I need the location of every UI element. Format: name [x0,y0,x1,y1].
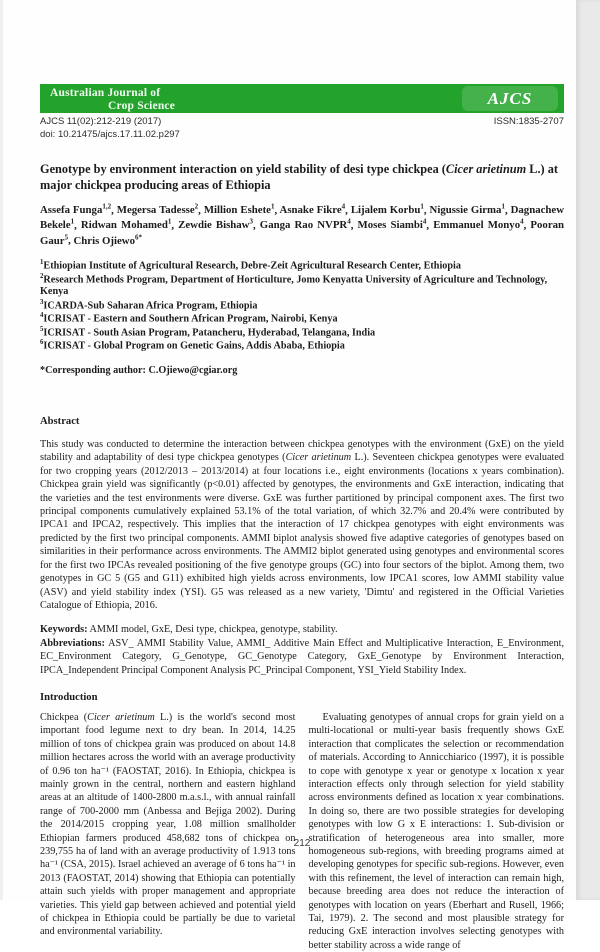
abstract-segment: L.). Seventeen chickpea genotypes were evaluated for two cropping years (2012/2013 – 2013/2014) at four locations i.e., eight environments (locations x years combination). Chickpea grain yield was significantly (p<0.01) affected by genotypes, the environments and GxE interaction, indicating that the varieties and the test environments were diverse. GxE was further partitioned by principal component axes. The first two principal components cumulatively explained 53.1% of the total variation, of which 32.7% and 20.4% were contributed by IPCA1 and IPCA2, respectively. This implies that the interaction of 17 chickpea genotypes with eight environments was predicted by the first two principal components. AMMI biplot analysis showed five adaptive categories of genotypes based on similarities in their performance across environments. The AMMI2 biplot generated using genotypes and environmental scores for the first two IPCAs revealed positioning of the five genotype groups (GC) into four sectors of the biplot. Among them, two genotypes in GC 5 (G5 and G11) exhibited high yields across environments, low IPCA1 scores, low AMMI stability value (ASV) and yield stability index (YSI). G5 was released as a new variety, 'Dimtu' and registered in the Official Varieties Catalogue of Ethiopia, 2016. [40,452,564,611]
author-name: Moses Siambi$^4$ [357,217,427,232]
affiliation-line: $^1$Ethiopian Institute of Agricultural Research, Debre-Zeit Agricultural Research Center, Ethiopia [40,259,461,272]
author-name: Zewdie Bishaw$^3$ [178,217,253,232]
author-affiliation-sup: 4 [422,217,427,226]
affiliation-line: $^4$ICRISAT - Eastern and Southern African Program, Nairobi, Kenya [40,312,338,325]
intro-species-italic: Cicer arietinum [87,711,155,723]
title-segment: Genotype by environment interaction on yield stability of desi type chickpea ( [40,161,446,176]
affiliation-sup: 3 [40,298,44,306]
author-affiliation-sup: 3 [249,217,253,226]
scan-edge-left [0,0,3,900]
affiliation-sup: 5 [40,325,44,333]
author-affiliation-sup: 6* [134,232,142,241]
citation-row [40,116,564,142]
author-name: Asnake Fikre$^4$ [279,202,346,217]
journal-name-line1: Australian Journal of [50,87,161,99]
intro-segment: L.) is the world's second most important food legume next to dry bean. In 2014, 14.25 million of tons of chickpea grain was produced on about 14.8 million hectares across the world with an average productivity of 0.96 ton ha⁻¹ (FAOSTAT, 2016). In Ethiopia, chickpea is mainly grown in the central, northern and eastern highland areas at an altitude of 1400-2800 m.a.s.l., with annual rainfall range of 700-2000 mm (Anbessa and Bejiga 2002). During the 2014/2015 cropping year, 1.08 million smallholder Ethiopian farmers produced 458,682 tons of chickpea on 239,755 ha of land with an average productivity of 1.913 tons ha⁻¹ (CSA, 2015). Israel achieved an average of 6 tons ha⁻¹ in 2013 (FAOSTAT, 2014) showing that Ethiopia can potentially attain such yields with proper management and appropriate varieties. This yield gap between achieved and potential yield of chickpea in Ethiopia could be partially be due to varietal and environmental variability. [40,711,296,938]
author-name: Lijalem Korbu$^1$ [350,202,424,217]
abstract-segment: This study was conducted to determine the interaction between chickpea genotypes with the environment (GxE) on the yield stability and adaptability of desi type chickpea genotypes ( [40,439,564,464]
affiliation-line: $^6$ICRISAT - Global Program on Genetic Gains, Addis Ababa, Ethiopia [40,339,345,352]
journal-name-line2: Crop Science [108,99,176,112]
title-segment: L.) at major chickpea producing areas of Ethiopia [40,161,558,192]
article-title [40,162,564,194]
author-affiliation-sup: 2 [194,202,199,211]
author-affiliation-sup: 1 [501,202,505,211]
author-name: Chris Ojiewo$^{6*}$ [73,232,142,247]
abstract-species-italic: Cicer arietinum [285,452,352,464]
author-affiliation-sup: 1 [420,202,424,211]
affiliation-sup: 2 [40,272,44,280]
abbreviations-text: ASV_ AMMI Stability Value, AMMI_ Additive Main Effect and Multiplicative Interaction, E_Environment, EC_Environment Category, G_Genotype, GC_Genotype Category, GxE_Genotype by Environment Interaction, IPCA_Independent Principal Component Analysis PC_Principal Component, YSI_Yield Stability Index. [40,637,564,676]
citation-block [40,116,180,142]
author-affiliation-sup: 1 [70,217,75,226]
author-name: Dagnachew Bekele$^1$ [40,204,564,232]
affiliation-sup: 1 [40,259,44,267]
author-name: Million Eshete$^1$ [203,202,275,217]
author-affiliation-sup: 1 [167,217,172,226]
keywords-label: Keywords: [40,624,88,636]
author-name: Pooran Gaur$^5$ [40,219,565,247]
author-affiliation-sup: 1,2 [102,202,112,211]
author-affiliation-sup: 5 [64,232,69,241]
issn-line: ISSN:1835-2707 [493,116,564,127]
intro-left-paragraph [40,711,296,939]
abbreviations-line [40,637,564,677]
author-name: Emmanuel Monyo$^4$ [433,217,524,232]
introduction-heading: Introduction [40,691,98,703]
author-name: Megersa Tadesse$^2$ [116,202,199,217]
author-affiliation-sup: 1 [270,202,275,211]
author-name: Ganga Rao NVPR$^4$ [259,217,351,232]
corresponding-author-line: *Corresponding author: C.Ojiewo@cgiar.org [40,365,238,377]
affiliation-sup: 6 [40,339,44,347]
abstract-heading: Abstract [40,416,80,428]
journal-logo-text: AJCS [487,88,533,108]
abbreviations-label: Abbreviations: [40,637,105,649]
doi-line: doi: 10.21475/ajcs.17.11.02.p297 [40,128,180,140]
keywords-text: AMMI model, GxE, Desi type, chickpea, genotype, stability. [87,624,338,636]
intro-segment: Chickpea ( [40,711,88,723]
author-affiliation-sup: 4 [347,217,351,226]
affiliation-line: $^3$ICARDA-Sub Saharan Africa Program, Ethiopia [40,298,258,311]
page-number: 212 [293,838,311,849]
author-affiliation-sup: 4 [520,217,524,226]
affiliation-line: $^5$ICRISAT - South Asian Program, Patancheru, Hyderabad, Telangana, India [40,325,376,339]
citation-line: AJCS 11(02):212-219 (2017) [40,116,162,127]
author-affiliation-sup: 4 [341,202,346,211]
affiliation-list [40,259,564,353]
scan-edge-right [576,0,600,900]
abstract-text [40,438,564,612]
author-name: Ridwan Mohamed$^1$ [80,217,172,232]
author-name: Assefa Funga$^{1,2}$ [40,202,112,217]
introduction-columns [40,711,564,952]
intro-right-column [309,711,565,952]
keywords-line [40,623,564,636]
intro-left-column [40,711,296,952]
journal-banner [40,84,564,113]
author-list: Assefa Funga$^{1,2}$, Megersa Tadesse$^2$, Million Eshete$^1$, Asnake Fikre$^4$, Lijalem Korbu$^1$, Nigussie Girma$^1$, Dagnachew Bekele$^1$, Ridwan Mohamed$^1$, Zewdie Bishaw$^3$, Ganga Rao NVPR$^4$, Moses Siambi$^4$, Emmanuel Monyo$^4$, Pooran Gaur$^5$, Chris Ojiewo$^{6*}$ [40,202,565,247]
author-name: Nigussie Girma$^1$ [429,202,505,217]
title-species-italic: Cicer arietinum [445,161,527,176]
intro-right-paragraph: Evaluating genotypes of annual crops for grain yield on a multi-locational or multi-year basis frequently shows GxE interaction that complicates the selection or recommendation of materials. According to Annicchiarico (1997), it is possible to cope with genotype x year or genotype x location x year interaction effects only through selection for yield stability across environments defined as location x year combinations. In doing so, there are two possible strategies for developing genotypes with low G x E interactions: 1. Sub-division or stratification of heterogeneous area into smaller, more homogeneous sub-regions, with breeding programs aimed at developing genotypes for specific sub-regions. However, even with this refinement, the level of interaction can remain high, because breeding area does not reduce the interaction of genotypes with location on years (Eberhart and Rusell, 1966; Tai, 1979). 2. The second and most plausible strategy for reducing GxE interaction involves selecting genotypes with better stability across a wide range of [308,711,564,951]
affiliation-line: $^2$Research Methods Program, Department of Horticulture, Jomo Kenyatta University of Agriculture and Technology, Kenya [40,272,548,298]
journal-logo-badge [462,86,558,111]
affiliation-sup: 4 [40,312,44,320]
